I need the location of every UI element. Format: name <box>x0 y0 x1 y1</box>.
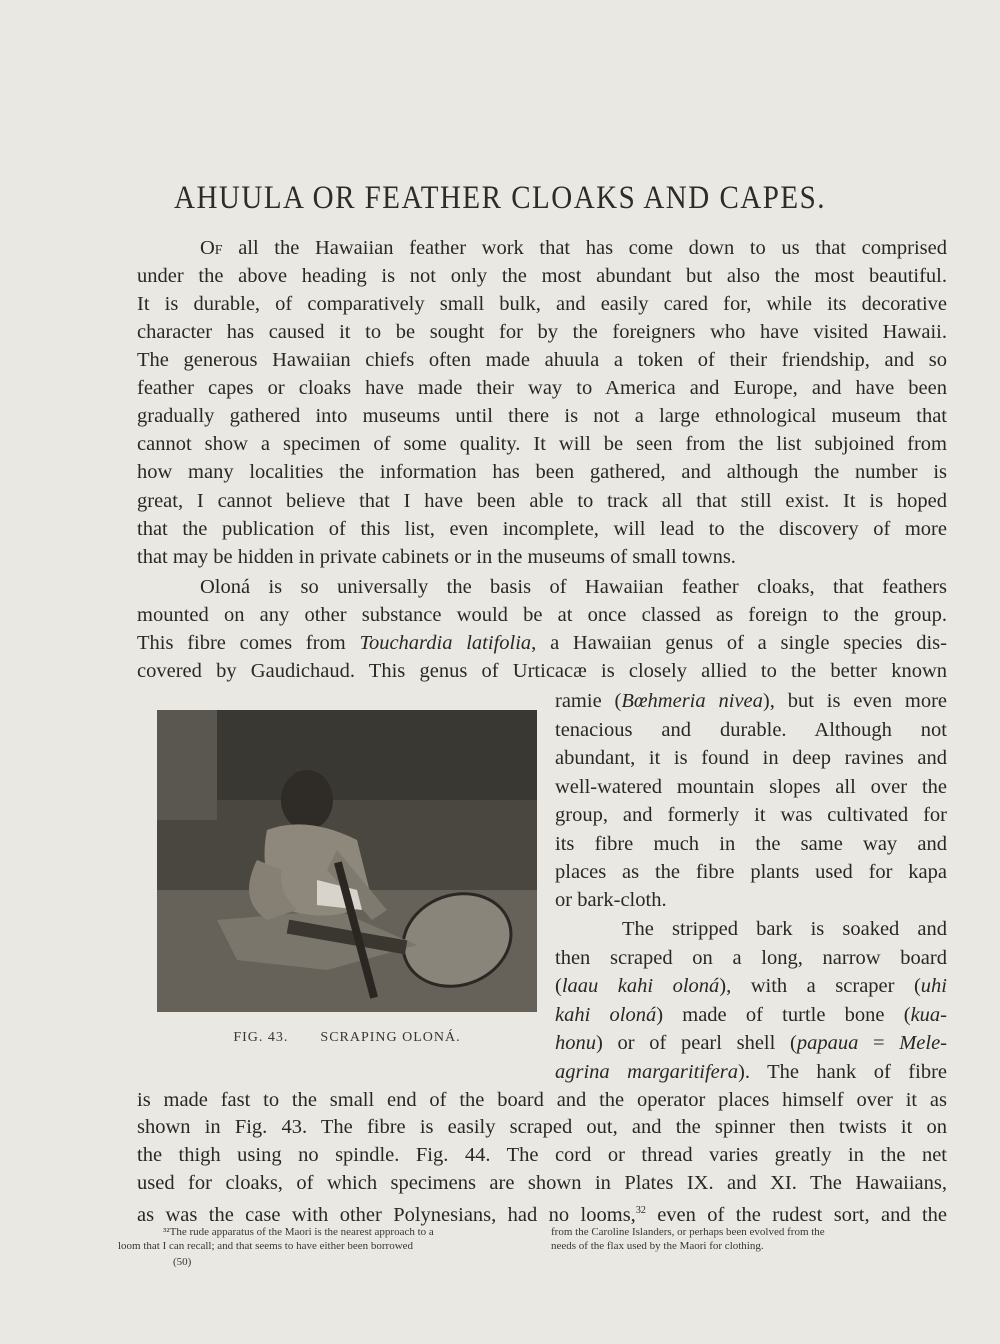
para3-text-5b: ) or of pearl shell ( <box>596 1032 797 1054</box>
para3-line-1: The stripped bark is soaked and <box>622 918 947 940</box>
para1-line-9: how many localities the information has been gathered, and although the number is <box>137 461 947 483</box>
para3-line-7: is made fast to the small end of the board and the operator places himself over it as <box>137 1089 947 1111</box>
para3-line-8: shown in Fig. 43. The fibre is easily scraped out, and the spinner then twists it on <box>137 1116 947 1138</box>
para2-text-3a: This fibre comes from <box>137 632 360 654</box>
para3-italic-6a: agrina margaritifera <box>555 1061 739 1083</box>
footnote-left-line-1: ³²The rude apparatus of the Maori is the nearest approach to a <box>163 1226 434 1238</box>
figure-photo <box>157 710 537 1012</box>
para1-text-1: all the Hawaiian feather work that has come down to us that comprised <box>222 237 947 259</box>
para1-line-8: cannot show a specimen of some quality. It will be seen from the list subjoined from <box>137 433 947 455</box>
ramie-species: Bœhmeria nivea <box>621 690 763 712</box>
para2-line-6: tenacious and durable. Although not <box>555 719 947 741</box>
footnote-marker: 32 <box>635 1205 646 1216</box>
para2-line-10: its fibre much in the same way and <box>555 833 947 855</box>
para3-line-3 <box>555 972 947 1000</box>
footnote-right-line-1: from the Caroline Islanders, or perhaps been evolved from the <box>551 1226 825 1238</box>
para1-line-3: It is durable, of comparatively small bulk, and easily cared for, while its decorative <box>137 293 947 315</box>
para3-italic-3d: uhi <box>920 975 947 997</box>
para2-line-7: abundant, it is found in deep ravines and <box>555 747 947 769</box>
para3-italic-4a: kahi oloná <box>555 1004 657 1026</box>
para1-line-1 <box>200 234 947 262</box>
para3-italic-4c: kua- <box>910 1004 947 1026</box>
para3-line-9: the thigh using no spindle. Fig. 44. The cord or thread varies greatly in the net <box>137 1144 947 1166</box>
figure-caption-text: SCRAPING OLONÁ. <box>320 1030 461 1045</box>
para3-text-6b: ). The hank of fibre <box>738 1061 947 1083</box>
para1-line-4: character has caused it to be sought for by the foreigners who have visited Hawaii. <box>137 321 947 343</box>
para3-line-10: used for cloaks, of which specimens are shown in Plates IX. and XI. The Hawaiians, <box>137 1172 947 1194</box>
para3-text-3a: ( <box>555 975 562 997</box>
para1-line-7: gradually gathered into museums until there is not a large ethnological museum that <box>137 405 947 427</box>
para3-italic-3b: laau kahi oloná <box>561 975 720 997</box>
para1-line-5: The generous Hawaiian chiefs often made ahuula a token of their friendship, and so <box>137 349 947 371</box>
para2-text-5c: ), but is even more <box>762 690 947 712</box>
para1-line-12: that may be hidden in private cabinets or in the museums of small towns. <box>137 546 736 568</box>
para3-line-4 <box>555 1001 947 1029</box>
para3-line-6 <box>555 1058 947 1086</box>
para2-line-4: covered by Gaudichaud. This genus of Urticacæ is closely allied to the better known <box>137 660 947 682</box>
para3-line-11 <box>137 1197 947 1229</box>
para2-text-5a: ramie ( <box>555 690 622 712</box>
footnote-right-line-2: needs of the flax used by the Maori for clothing. <box>551 1240 764 1252</box>
para1-line-2: under the above heading is not only the most abundant but also the most beautiful. <box>137 265 947 287</box>
figure-number: FIG. 43. <box>233 1030 289 1045</box>
dropcap: Of <box>200 237 223 259</box>
page-title: AHUULA OR FEATHER CLOAKS AND CAPES. <box>174 180 826 216</box>
footnote-left-line-2: loom that I can recall; and that seems to have either been borrowed <box>118 1240 414 1252</box>
para2-line-12: or bark-cloth. <box>555 889 667 911</box>
para2-line-8: well-watered mountain slopes all over the <box>555 776 947 798</box>
para2-text-3c: , a Hawaiian genus of a single species dis- <box>531 632 947 654</box>
page-number: (50) <box>173 1256 192 1268</box>
figure-caption <box>157 1030 537 1046</box>
para3-text-5d: = <box>858 1032 900 1054</box>
para2-line-5 <box>555 687 947 715</box>
para1-line-6: feather capes or cloaks have made their way to America and Europe, and have been <box>137 377 947 399</box>
para3-line-5 <box>555 1029 947 1057</box>
para2-line-9: group, and formerly it was cultivated for <box>555 804 947 826</box>
para3-text-4b: ) made of turtle bone ( <box>656 1004 911 1026</box>
para3-italic-5e: Mele- <box>899 1032 947 1054</box>
para2-line-11: places as the fibre plants used for kapa <box>555 861 947 883</box>
para3-text-3c: ), with a scraper ( <box>719 975 921 997</box>
para3-italic-5c: papaua <box>796 1032 859 1054</box>
para3-line-2: then scraped on a long, narrow board <box>555 947 947 969</box>
species-name: Touchardia latifolia <box>359 632 532 654</box>
para3-italic-5a: honu <box>555 1032 596 1054</box>
para1-line-10: great, I cannot believe that I have been able to track all that still exist. It is hoped <box>137 490 947 512</box>
para1-line-11: that the publication of this list, even incomplete, will lead to the discovery of more <box>137 518 947 540</box>
para3-text-11c: even of the rudest sort, and the <box>645 1203 948 1226</box>
para3-text-11a: as was the case with other Polynesians, had no looms, <box>137 1203 636 1226</box>
scraping-photo-illustration <box>157 710 537 1012</box>
para2-line-3 <box>137 629 947 657</box>
para2-line-1: Oloná is so universally the basis of Hawaiian feather cloaks, that feathers <box>200 576 947 598</box>
para2-line-2: mounted on any other substance would be at once classed as foreign to the group. <box>137 604 947 626</box>
